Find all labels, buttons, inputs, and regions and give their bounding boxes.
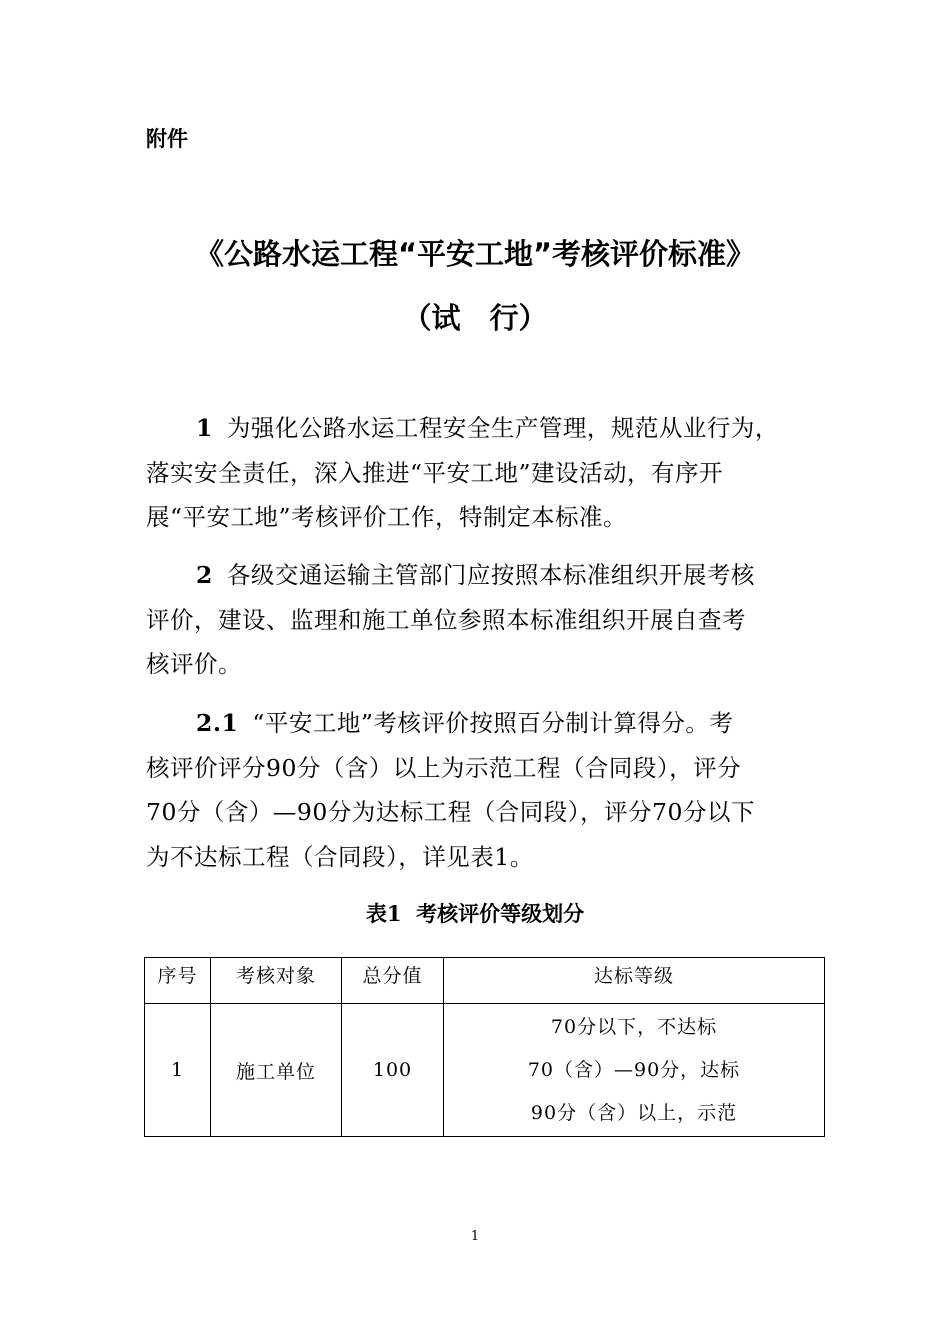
table-caption: 表1 考核评价等级划分 — [365, 901, 585, 926]
header-seq: 序号 — [145, 958, 211, 1004]
paragraph-text: “平安工地”考核评价按照百分制计算得分。考 — [252, 709, 734, 737]
grade-line: 70（含）—90分，达标 — [527, 1058, 741, 1081]
paragraph-text: 各级交通运输主管部门应按照本标准组织开展考核 — [226, 561, 755, 589]
page-number: 1 — [470, 1229, 480, 1244]
paragraph-number: 2.1 — [196, 709, 239, 737]
document-title: 《公路水运工程“平安工地”考核评价标准》 — [194, 237, 756, 271]
cell-grade-levels — [444, 1004, 825, 1137]
cell-seq: 1 — [145, 1004, 211, 1137]
header-total-score: 总分值 — [342, 958, 444, 1004]
paragraph-1 — [146, 406, 826, 540]
paragraph-line: 落实安全责任，深入推进“平安工地”建设活动，有序开 — [146, 458, 724, 487]
paragraph-line: 展“平安工地”考核评价工作，特制定本标准。 — [146, 503, 628, 531]
grade-line: 90分（含）以上，示范 — [530, 1101, 738, 1124]
paragraph-line — [146, 553, 826, 598]
attachment-label: 附件 — [146, 127, 188, 151]
paragraph-line: 评价，建设、监理和施工单位参照本标准组织开展自查考 — [146, 605, 746, 634]
paragraph-text: 为强化公路水运工程安全生产管理，规范从业行为， — [226, 414, 779, 442]
paragraph-line: 核评价评分90分（含）以上为示范工程（合同段），评分 — [146, 753, 742, 782]
table-row — [145, 1004, 825, 1137]
paragraph-number: 1 — [196, 414, 213, 442]
document-subtitle: （试 行） — [402, 301, 548, 335]
paragraph-line: 核评价。 — [146, 650, 242, 678]
paragraph-line: 70分（含）—90分为达标工程（合同段），评分70分以下 — [146, 798, 755, 826]
cell-target: 施工单位 — [211, 1004, 342, 1137]
header-target: 考核对象 — [211, 958, 342, 1004]
cell-total-score: 100 — [342, 1004, 444, 1137]
paragraph-number: 2 — [196, 561, 213, 589]
table-header-row — [145, 958, 825, 1004]
paragraph-line: 为不达标工程（合同段），详见表1。 — [146, 842, 534, 871]
paragraph-line — [146, 701, 826, 746]
paragraph-2 — [146, 553, 826, 687]
paragraph-line — [146, 406, 826, 451]
grade-line: 70分以下，不达标 — [550, 1015, 718, 1038]
paragraph-2-1 — [146, 701, 826, 879]
header-grade-level: 达标等级 — [444, 958, 825, 1004]
grade-table — [144, 957, 825, 1137]
